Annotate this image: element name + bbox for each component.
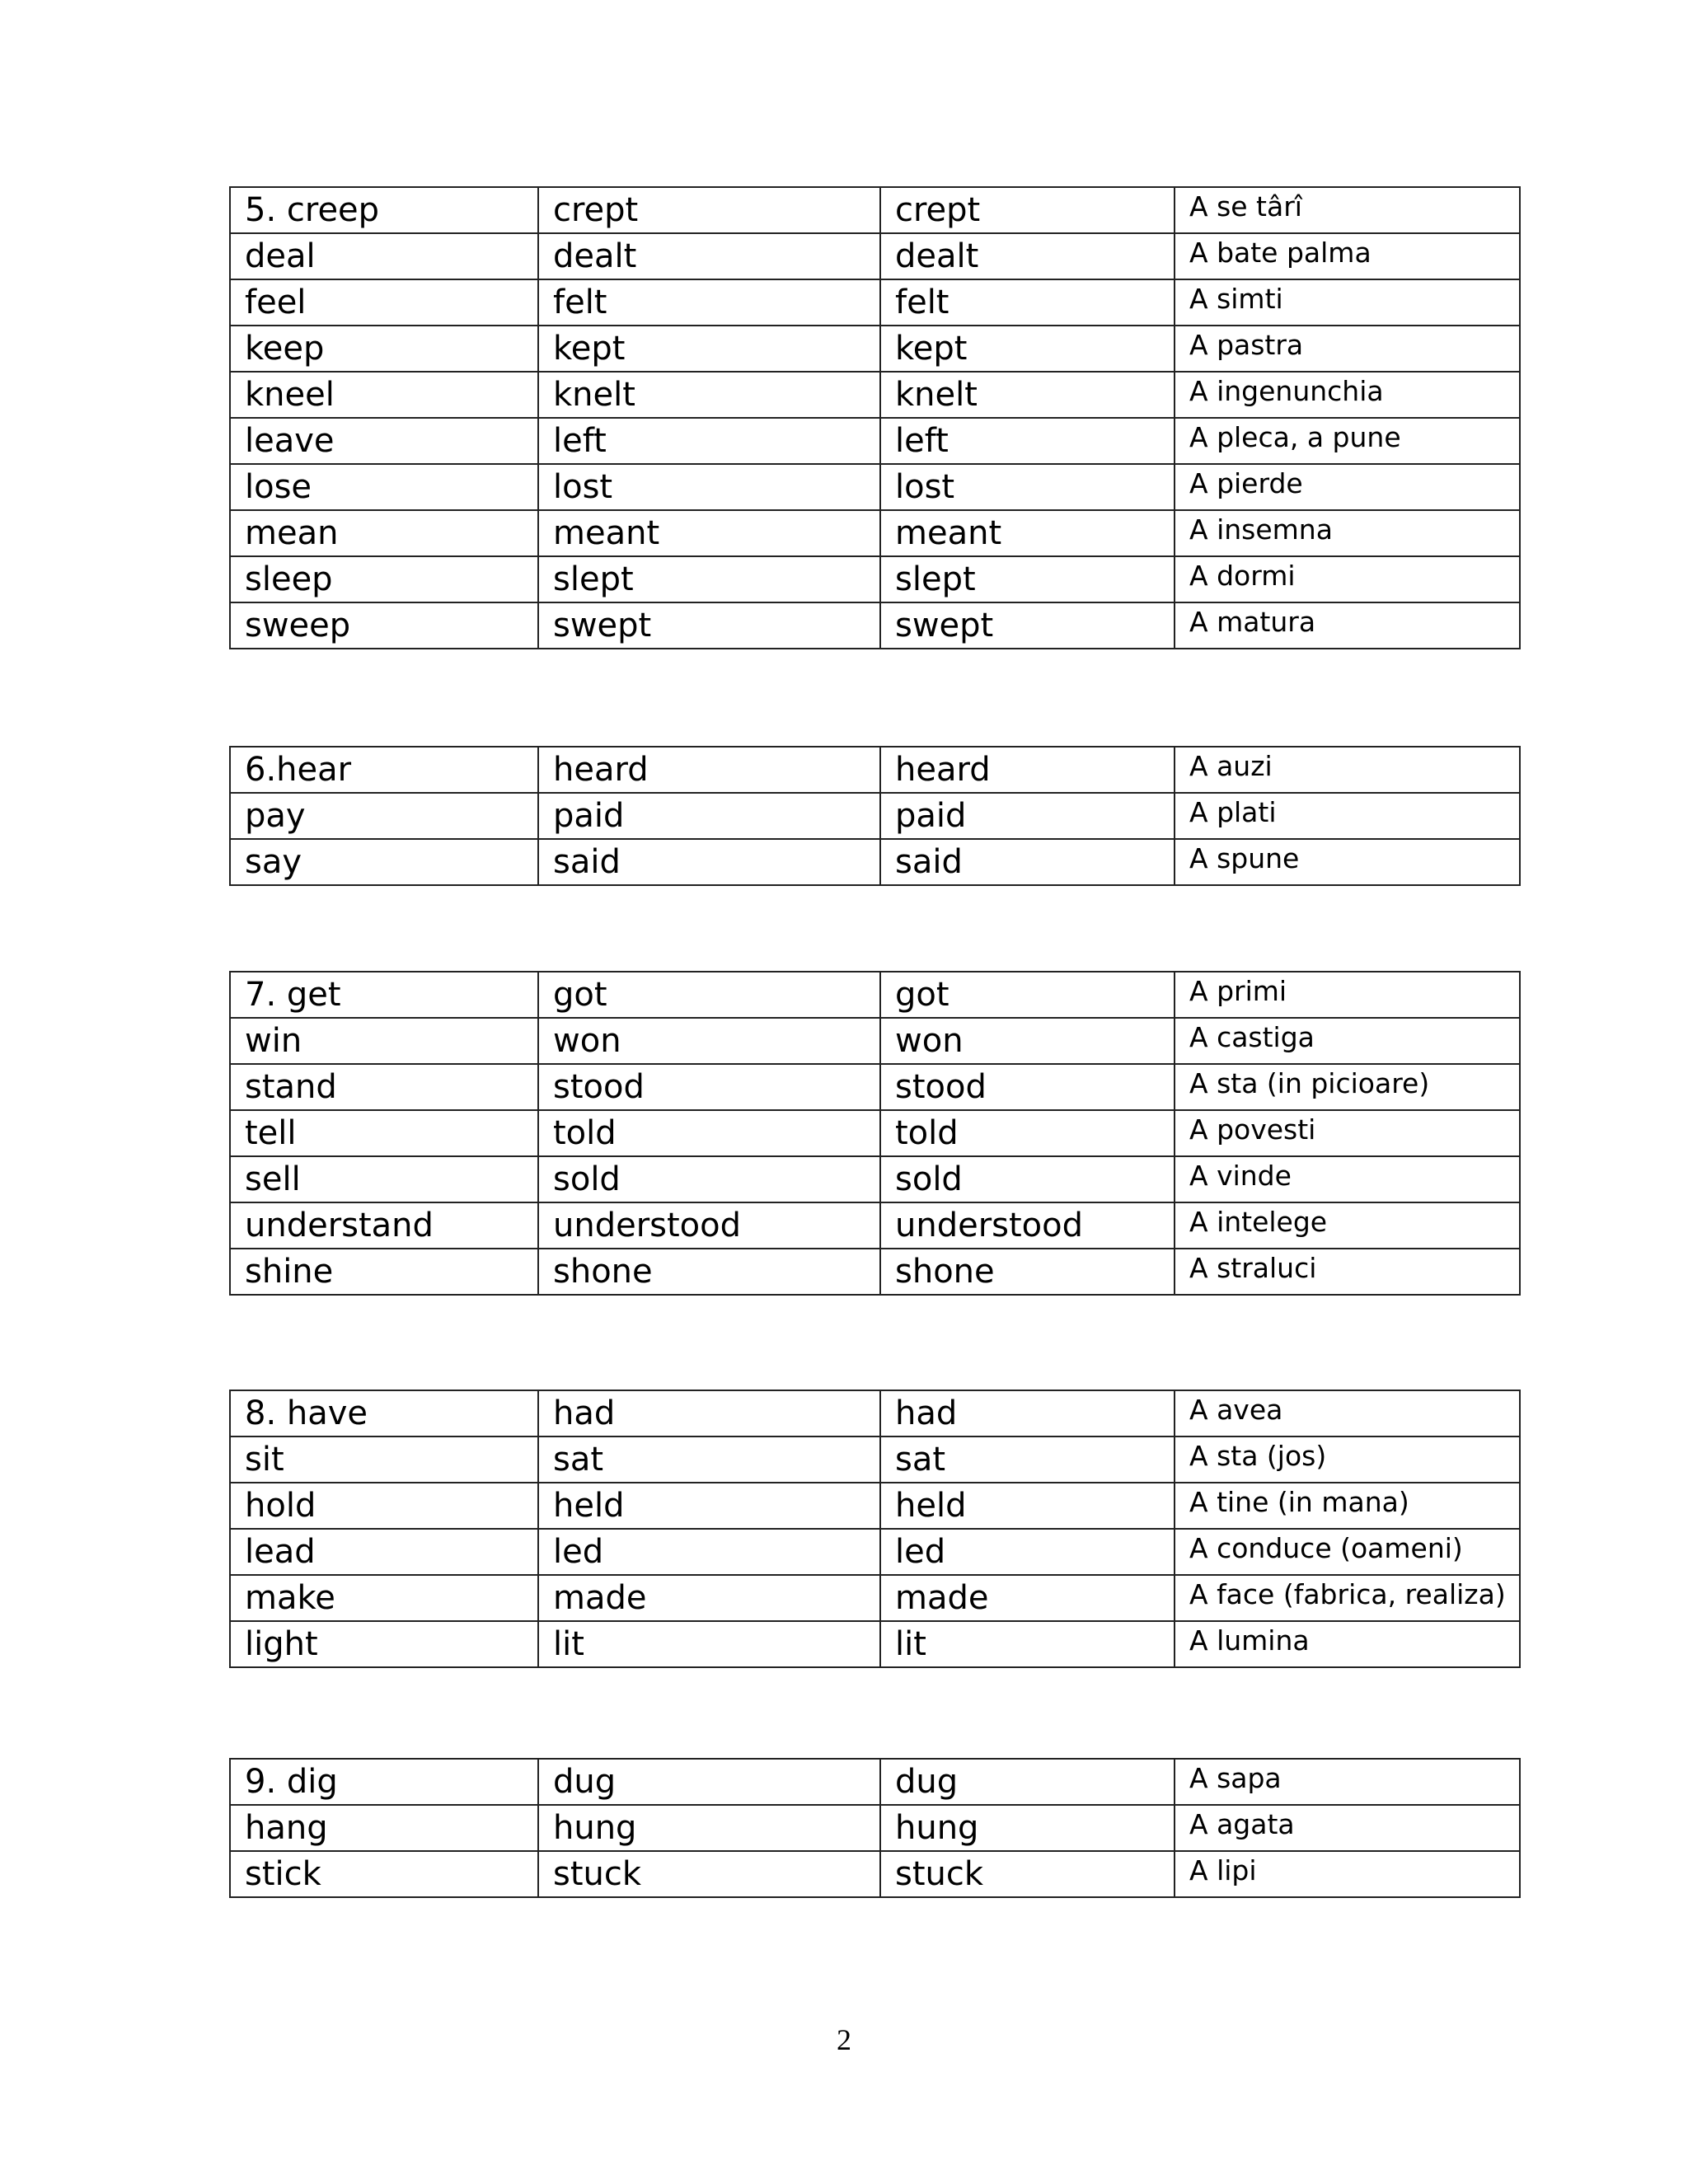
past-simple-cell: lit [538,1621,880,1667]
past-participle-cell: lost [880,464,1175,510]
verb-table-body [230,187,1520,649]
table-row [230,1483,1520,1529]
past-simple-cell: stuck [538,1851,880,1897]
table-row [230,1529,1520,1575]
past-participle-cell: left [880,418,1175,464]
table-row [230,1249,1520,1295]
translation-cell: A dormi [1175,556,1520,602]
table-row [230,1110,1520,1156]
past-participle-cell: shone [880,1249,1175,1295]
past-simple-cell: understood [538,1202,880,1249]
translation-cell: A primi [1175,972,1520,1018]
table-row [230,372,1520,418]
base-form-cell: sell [230,1156,538,1202]
base-form-cell: understand [230,1202,538,1249]
past-participle-cell: dug [880,1759,1175,1805]
past-participle-cell: stuck [880,1851,1175,1897]
past-participle-cell: meant [880,510,1175,556]
base-form-cell: 9. dig [230,1759,538,1805]
past-simple-cell: stood [538,1064,880,1110]
translation-cell: A lumina [1175,1621,1520,1667]
table-row [230,187,1520,233]
past-simple-cell: said [538,839,880,885]
table-row [230,326,1520,372]
past-participle-cell: held [880,1483,1175,1529]
past-participle-cell: kept [880,326,1175,372]
translation-cell: A vinde [1175,1156,1520,1202]
base-form-cell: deal [230,233,538,279]
base-form-cell: win [230,1018,538,1064]
past-simple-cell: dug [538,1759,880,1805]
past-participle-cell: lit [880,1621,1175,1667]
base-form-cell: tell [230,1110,538,1156]
past-participle-cell: had [880,1390,1175,1436]
translation-cell: A povesti [1175,1110,1520,1156]
table-row [230,839,1520,885]
table-row [230,1805,1520,1851]
translation-cell: A sta (in picioare) [1175,1064,1520,1110]
past-simple-cell: slept [538,556,880,602]
verb-table-body [230,1759,1520,1897]
verb-table-group-7 [229,971,1521,1296]
translation-cell: A se târî [1175,187,1520,233]
past-participle-cell: slept [880,556,1175,602]
translation-cell: A intelege [1175,1202,1520,1249]
table-row [230,464,1520,510]
verb-table-body [230,747,1520,885]
base-form-cell: light [230,1621,538,1667]
verb-table-body [230,972,1520,1295]
past-simple-cell: got [538,972,880,1018]
translation-cell: A sapa [1175,1759,1520,1805]
base-form-cell: stick [230,1851,538,1897]
past-participle-cell: crept [880,187,1175,233]
translation-cell: A pleca, a pune [1175,418,1520,464]
table-row [230,556,1520,602]
translation-cell: A pastra [1175,326,1520,372]
past-simple-cell: shone [538,1249,880,1295]
past-participle-cell: led [880,1529,1175,1575]
past-simple-cell: paid [538,793,880,839]
verb-table-group-5 [229,186,1521,649]
translation-cell: A plati [1175,793,1520,839]
past-simple-cell: told [538,1110,880,1156]
past-simple-cell: felt [538,279,880,326]
past-simple-cell: knelt [538,372,880,418]
base-form-cell: make [230,1575,538,1621]
table-row [230,1202,1520,1249]
base-form-cell: say [230,839,538,885]
table-row [230,793,1520,839]
page-number: 2 [837,2023,851,2056]
translation-cell: A ingenunchia [1175,372,1520,418]
translation-cell: A auzi [1175,747,1520,793]
base-form-cell: hang [230,1805,538,1851]
past-participle-cell: heard [880,747,1175,793]
table-row [230,510,1520,556]
past-simple-cell: swept [538,602,880,649]
table-row [230,233,1520,279]
translation-cell: A tine (in mana) [1175,1483,1520,1529]
past-participle-cell: sat [880,1436,1175,1483]
table-row [230,602,1520,649]
past-simple-cell: meant [538,510,880,556]
base-form-cell: kneel [230,372,538,418]
base-form-cell: 6.hear [230,747,538,793]
base-form-cell: shine [230,1249,538,1295]
table-row [230,1156,1520,1202]
base-form-cell: lead [230,1529,538,1575]
past-participle-cell: knelt [880,372,1175,418]
translation-cell: A conduce (oameni) [1175,1529,1520,1575]
table-row [230,1759,1520,1805]
past-simple-cell: sat [538,1436,880,1483]
base-form-cell: lose [230,464,538,510]
past-simple-cell: heard [538,747,880,793]
verb-table-group-9 [229,1758,1521,1898]
translation-cell: A agata [1175,1805,1520,1851]
translation-cell: A bate palma [1175,233,1520,279]
table-row [230,972,1520,1018]
table-row [230,1575,1520,1621]
translation-cell: A spune [1175,839,1520,885]
past-participle-cell: dealt [880,233,1175,279]
past-participle-cell: made [880,1575,1175,1621]
base-form-cell: sweep [230,602,538,649]
past-simple-cell: made [538,1575,880,1621]
base-form-cell: sleep [230,556,538,602]
past-simple-cell: dealt [538,233,880,279]
translation-cell: A face (fabrica, realiza) [1175,1575,1520,1621]
table-row [230,1064,1520,1110]
past-simple-cell: led [538,1529,880,1575]
past-participle-cell: won [880,1018,1175,1064]
past-simple-cell: held [538,1483,880,1529]
past-participle-cell: hung [880,1805,1175,1851]
translation-cell: A matura [1175,602,1520,649]
past-simple-cell: hung [538,1805,880,1851]
verb-table-group-8 [229,1390,1521,1668]
table-row [230,279,1520,326]
verb-table-body [230,1390,1520,1667]
translation-cell: A insemna [1175,510,1520,556]
base-form-cell: leave [230,418,538,464]
verb-table-group-6 [229,746,1521,886]
past-participle-cell: understood [880,1202,1175,1249]
past-participle-cell: got [880,972,1175,1018]
base-form-cell: hold [230,1483,538,1529]
table-row [230,747,1520,793]
translation-cell: A avea [1175,1390,1520,1436]
past-simple-cell: had [538,1390,880,1436]
past-simple-cell: kept [538,326,880,372]
translation-cell: A simti [1175,279,1520,326]
table-row [230,1390,1520,1436]
table-row [230,1018,1520,1064]
base-form-cell: 8. have [230,1390,538,1436]
base-form-cell: 5. creep [230,187,538,233]
translation-cell: A pierde [1175,464,1520,510]
table-row [230,418,1520,464]
base-form-cell: stand [230,1064,538,1110]
past-participle-cell: paid [880,793,1175,839]
base-form-cell: 7. get [230,972,538,1018]
past-participle-cell: stood [880,1064,1175,1110]
past-participle-cell: said [880,839,1175,885]
base-form-cell: keep [230,326,538,372]
past-participle-cell: told [880,1110,1175,1156]
past-simple-cell: left [538,418,880,464]
past-simple-cell: crept [538,187,880,233]
translation-cell: A sta (jos) [1175,1436,1520,1483]
past-simple-cell: lost [538,464,880,510]
past-participle-cell: sold [880,1156,1175,1202]
base-form-cell: sit [230,1436,538,1483]
translation-cell: A lipi [1175,1851,1520,1897]
past-simple-cell: sold [538,1156,880,1202]
table-row [230,1621,1520,1667]
table-row [230,1851,1520,1897]
translation-cell: A straluci [1175,1249,1520,1295]
translation-cell: A castiga [1175,1018,1520,1064]
base-form-cell: feel [230,279,538,326]
past-participle-cell: swept [880,602,1175,649]
base-form-cell: mean [230,510,538,556]
past-participle-cell: felt [880,279,1175,326]
base-form-cell: pay [230,793,538,839]
table-row [230,1436,1520,1483]
past-simple-cell: won [538,1018,880,1064]
